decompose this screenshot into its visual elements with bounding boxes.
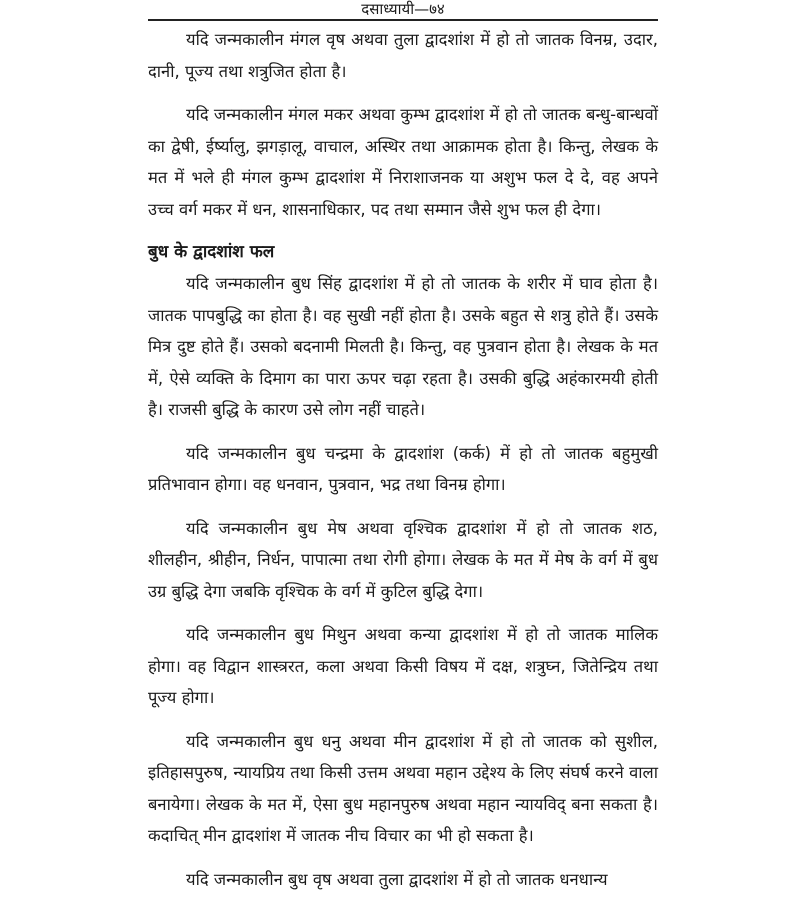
running-header: दसाध्यायी—७४ — [361, 0, 445, 18]
paragraph-mercury-leo: यदि जन्मकालीन बुध सिंह द्वादशांश में हो तो जातक के शरीर में घाव होता है। जातक पापबुद्धि का होता है। वह सुखी नहीं होता है। उसके बहुत से शत्रु होते हैं। उसके मित्र दुष्ट होते हैं। उसको बदनामी मिलती है। किन्तु, वह पुत्रवान होता है। लेखक के मत में, ऐसे व्यक्ति के दिमाग का पारा ऊपर चढ़ा रहता है। उसकी बुद्धि अहंकारमयी होती है। राजसी बुद्धि के कारण उसे लोग नहीं चाहते। — [148, 274, 658, 419]
paragraph-mercury-taurus-libra: यदि जन्मकालीन बुध वृष अथवा तुला द्वादशांश में हो तो जातक धनधान्य — [186, 869, 608, 889]
paragraph-mercury-gemini-virgo: यदि जन्मकालीन बुध मिथुन अथवा कन्या द्वादशांश में हो तो जातक मालिक होगा। वह विद्वान शास्त्ररत, कला अथवा किसी विषय में दक्ष, शत्रुघ्न, जितेन्द्रिय तथा पूज्य होगा। — [148, 625, 658, 707]
paragraph-mars-taurus-libra: यदि जन्मकालीन मंगल वृष अथवा तुला द्वादशांश में हो तो जातक विनम्र, उदार, दानी, पूज्य तथा शत्रुजित होता है। — [148, 30, 658, 81]
paragraph-mercury-sagittarius-pisces: यदि जन्मकालीन बुध धनु अथवा मीन द्वादशांश में हो तो जातक को सुशील, इतिहासपुरुष, न्यायप्रिय तथा किसी उत्तम अथवा महान उद्देश्य के लिए संघर्ष करने वाला बनायेगा। लेखक के मत में, ऐसा बुध महानपुरुष अथवा महान न्यायविद् बना सकता है। कदाचित् मीन द्वादशांश में जातक नीच विचार का भी हो सकता है। — [148, 731, 658, 845]
paragraph-mercury-cancer: यदि जन्मकालीन बुध चन्द्रमा के द्वादशांश (कर्क) में हो तो जातक बहुमुखी प्रतिभावान होगा। वह धनवान, पुत्रवान, भद्र तथा विनम्र होगा। — [148, 443, 658, 494]
section-heading: बुध के द्वादशांश फल — [148, 242, 275, 262]
paragraph-mercury-aries-scorpio: यदि जन्मकालीन बुध मेष अथवा वृश्चिक द्वादशांश में हो तो जातक शठ, शीलहीन, श्रीहीन, निर्धन, पापात्मा तथा रोगी होगा। लेखक के मत में मेष के वर्ग में बुध उग्र बुद्धि देगा जबकि वृश्चिक के वर्ग में कुटिल बुद्धि देगा। — [148, 518, 658, 601]
page-body — [148, 24, 658, 907]
header-rule — [148, 19, 658, 21]
paragraph-mars-capricorn-aquarius: यदि जन्मकालीन मंगल मकर अथवा कुम्भ द्वादशांश में हो तो जातक बन्धु-बान्धवों का द्वेषी, ईर्ष्यालु, झगड़ालू, वाचाल, अस्थिर तथा आक्रामक होता है। किन्तु, लेखक के मत में भले ही मंगल कुम्भ द्वादशांश में निराशाजनक या अशुभ फल दे दे, वह अपने उच्च वर्ग मकर में धन, शासनाधिकार, पद तथा सम्मान जैसे शुभ फल ही देगा। — [148, 105, 658, 219]
